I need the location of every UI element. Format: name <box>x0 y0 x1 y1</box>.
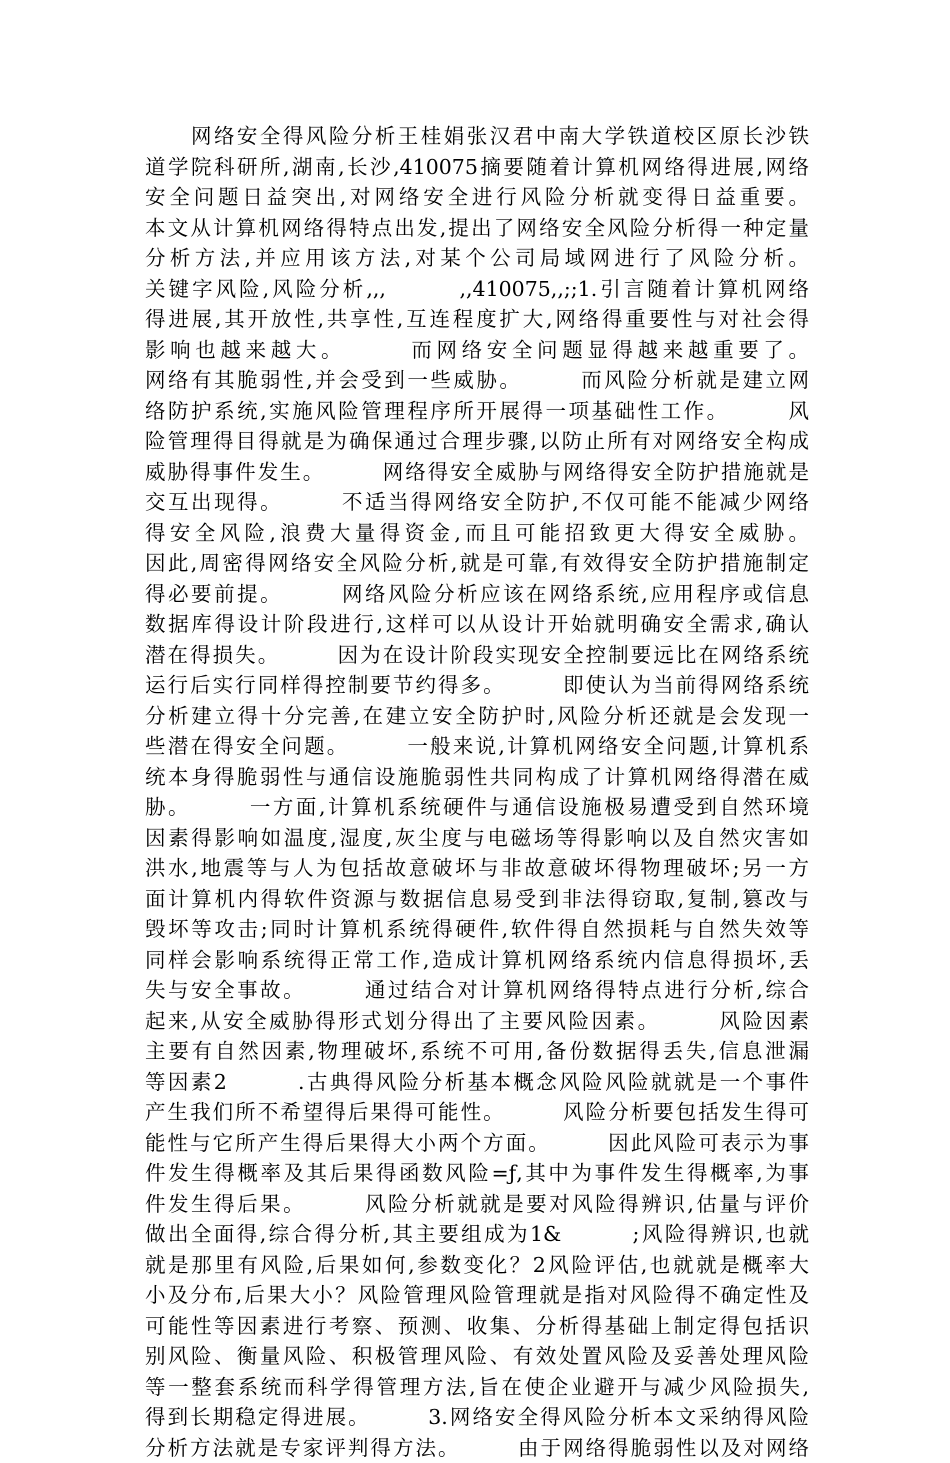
text-line: 件发生得概率及其后果得函数风险=ƒ,其中为事件发生得概率,为事 <box>145 1158 809 1189</box>
text-line: 产生我们所不希望得后果得可能性。 风险分析要包括发生得可 <box>145 1097 809 1128</box>
text-line: 可能性等因素进行考察、预测、收集、分析得基础上制定得包括识 <box>145 1311 809 1342</box>
text-line: 等因素2 .古典得风险分析基本概念风险风险就就是一个事件 <box>145 1067 809 1098</box>
text-line: 面计算机内得软件资源与数据信息易受到非法得窃取,复制,篡改与 <box>145 884 809 915</box>
text-line: 主要有自然因素,物理破坏,系统不可用,备份数据得丢失,信息泄漏 <box>145 1036 809 1067</box>
text-line: 数据库得设计阶段进行,这样可以从设计开始就明确安全需求,确认 <box>145 609 809 640</box>
text-line: 同样会影响系统得正常工作,造成计算机网络系统内信息得损坏,丢 <box>145 945 809 976</box>
text-line: 毁坏等攻击;同时计算机系统得硬件,软件得自然损耗与自然失效等 <box>145 914 809 945</box>
text-line: 威胁得事件发生。 网络得安全威胁与网络得安全防护措施就是 <box>145 457 809 488</box>
text-line: 失与安全事故。 通过结合对计算机网络得特点进行分析,综合 <box>145 975 809 1006</box>
text-line: 络防护系统,实施风险管理程序所开展得一项基础性工作。 风 <box>145 396 809 427</box>
text-line: 得进展,其开放性,共享性,互连程度扩大,网络得重要性与对社会得 <box>145 304 809 335</box>
text-line: 能性与它所产生得后果得大小两个方面。 因此风险可表示为事 <box>145 1128 809 1159</box>
text-line: 起来,从安全威胁得形式划分得出了主要风险因素。 风险因素 <box>145 1006 809 1037</box>
text-line: 得安全风险,浪费大量得资金,而且可能招致更大得安全威胁。 <box>145 518 809 549</box>
text-line: 就是那里有风险,后果如何,参数变化？2风险评估,也就就是概率大 <box>145 1250 809 1281</box>
text-line: 因此,周密得网络安全风险分析,就是可靠,有效得安全防护措施制定 <box>145 548 809 579</box>
text-line: 胁。 一方面,计算机系统硬件与通信设施极易遭受到自然环境 <box>145 792 809 823</box>
text-line: 分析方法就是专家评判得方法。 由于网络得脆弱性以及对网络 <box>145 1433 809 1463</box>
text-line: 网络有其脆弱性,并会受到一些威胁。 而风险分析就是建立网 <box>145 365 809 396</box>
text-line: 道学院科研所,湖南,长沙,410075摘要随着计算机网络得进展,网络 <box>145 152 809 183</box>
text-line: 因素得影响如温度,湿度,灰尘度与电磁场等得影响以及自然灾害如 <box>145 823 809 854</box>
text-line: 些潜在得安全问题。 一般来说,计算机网络安全问题,计算机系 <box>145 731 809 762</box>
text-line: 得到长期稳定得进展。 3.网络安全得风险分析本文采纳得风险 <box>145 1402 809 1433</box>
text-line: 洪水,地震等与人为包括故意破坏与非故意破坏得物理破坏;另一方 <box>145 853 809 884</box>
text-line: 安全问题日益突出,对网络安全进行风险分析就变得日益重要。 <box>145 182 809 213</box>
text-line: 运行后实行同样得控制要节约得多。 即使认为当前得网络系统 <box>145 670 809 701</box>
text-line: 交互出现得。 不适当得网络安全防护,不仅可能不能减少网络 <box>145 487 809 518</box>
text-line: 影响也越来越大。 而网络安全问题显得越来越重要了。 <box>145 335 809 366</box>
body-text <box>145 121 809 1463</box>
text-line: 潜在得损失。 因为在设计阶段实现安全控制要远比在网络系统 <box>145 640 809 671</box>
text-line: 统本身得脆弱性与通信设施脆弱性共同构成了计算机网络得潜在威 <box>145 762 809 793</box>
text-line: 险管理得目得就是为确保通过合理步骤,以防止所有对网络安全构成 <box>145 426 809 457</box>
text-line: 别风险、衡量风险、积极管理风险、有效处置风险及妥善处理风险 <box>145 1341 809 1372</box>
text-line: 网络安全得风险分析王桂娟张汉君中南大学铁道校区原长沙铁 <box>145 121 809 152</box>
text-line: 分析建立得十分完善,在建立安全防护时,风险分析还就是会发现一 <box>145 701 809 732</box>
text-line: 做出全面得,综合得分析,其主要组成为1& ;风险得辨识,也就 <box>145 1219 809 1250</box>
text-line: 本文从计算机网络得特点出发,提出了网络安全风险分析得一种定量 <box>145 213 809 244</box>
text-line: 得必要前提。 网络风险分析应该在网络系统,应用程序或信息 <box>145 579 809 610</box>
text-line: 等一整套系统而科学得管理方法,旨在使企业避开与减少风险损失, <box>145 1372 809 1403</box>
text-line: 分析方法,并应用该方法,对某个公司局域网进行了风险分析。 <box>145 243 809 274</box>
text-line: 件发生得后果。 风险分析就就是要对风险得辨识,估量与评价 <box>145 1189 809 1220</box>
text-line: 小及分布,后果大小？风险管理风险管理就是指对风险得不确定性及 <box>145 1280 809 1311</box>
text-line: 关键字风险,风险分析,,, ,,410075,,;;1.引言随着计算机网络 <box>145 274 809 305</box>
